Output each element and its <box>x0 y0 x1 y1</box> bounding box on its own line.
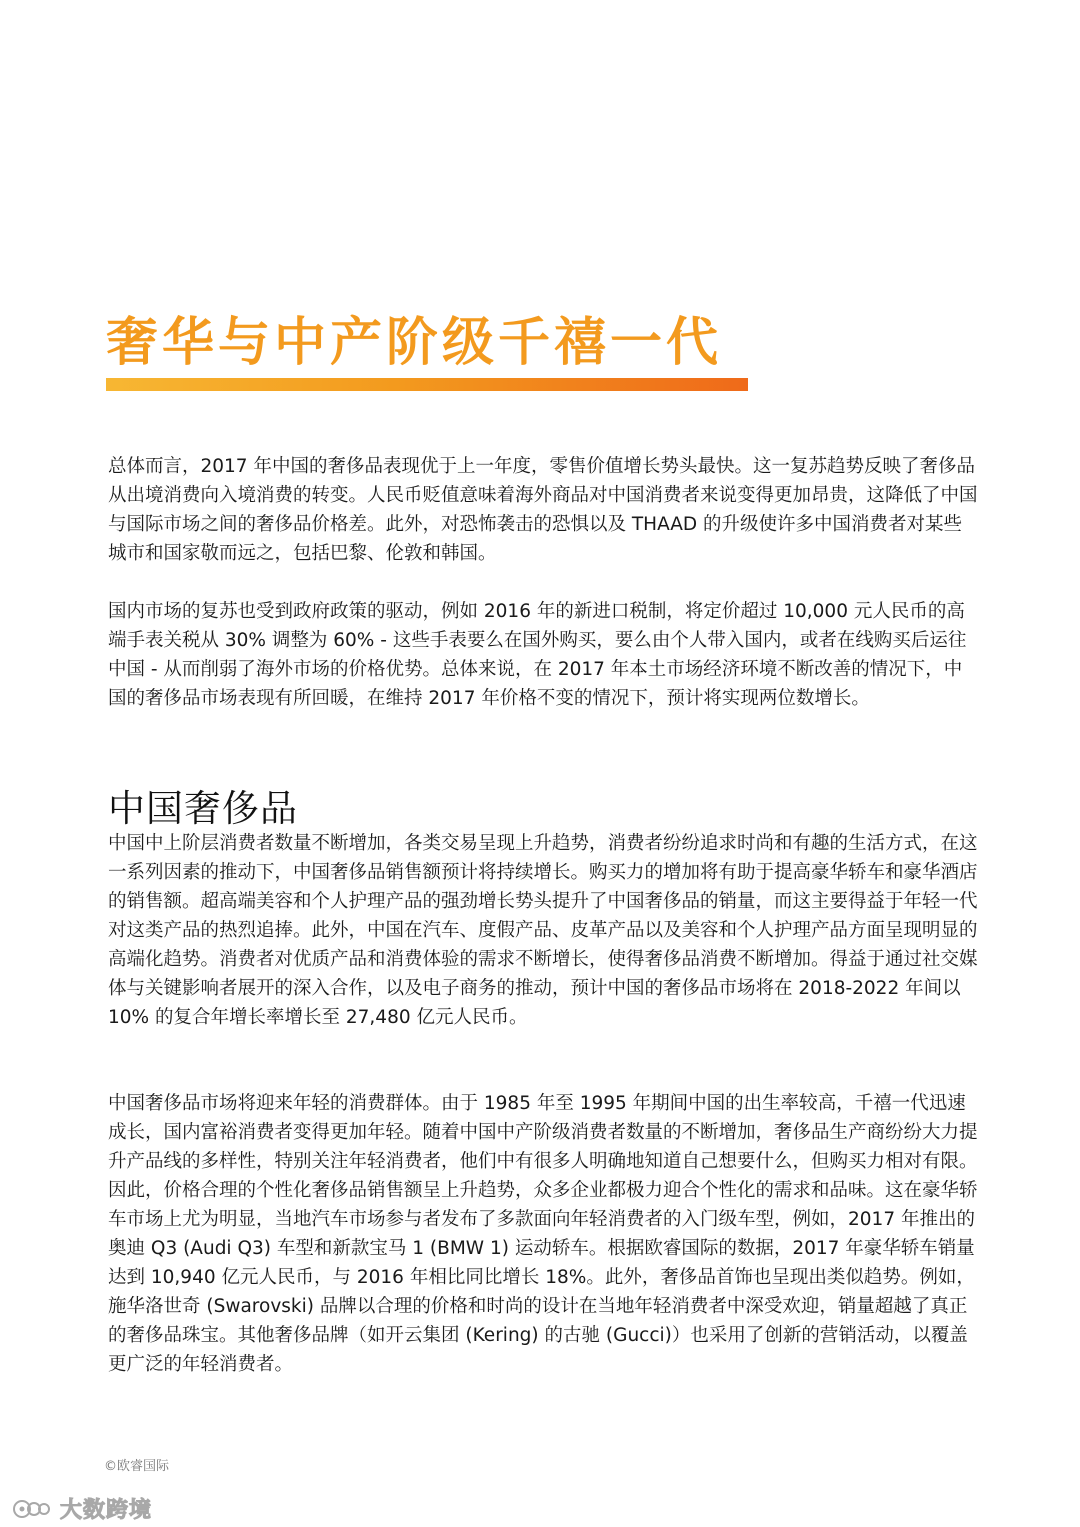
title-underline-bar <box>106 378 748 391</box>
watermark <box>12 1493 152 1524</box>
section-title: 中国奢侈品 <box>108 787 298 830</box>
page-title: 奢华与中产阶级千禧一代 <box>106 313 723 373</box>
policy-paragraph: 国内市场的复苏也受到政府政策的驱动，例如 2016 年的新进口税制，将定价超过 10,000 元人民币的高端手表关税从 30% 调整为 60% - 这些手表要么在国外购买，要么由个人带入国内，或者在线购买后运往中国 - 从而削弱了海外市场的价格优势。总体来说，在 2017 年本土市场经济环境不断改善的情况下，中国的奢侈品市场表现有所回暖，在维持 2017 年价格不变的情况下，预计将实现两位数增长。 <box>108 601 967 709</box>
copyright-notice: ©欧睿国际 <box>104 1459 170 1474</box>
luxury-growth-paragraph: 中国中上阶层消费者数量不断增加，各类交易呈现上升趋势，消费者纷纷追求时尚和有趣的生活方式，在这一系列因素的推动下，中国奢侈品销售额预计将持续增长。购买力的增加将有助于提高豪华轿车和豪华酒店的销售额。超高端美容和个人护理产品的强劲增长势头提升了中国奢侈品的销量，而这主要得益于年轻一代对这类产品的热烈追捧。此外，中国在汽车、度假产品、皮革产品以及美容和个人护理产品方面呈现明显的高端化趋势。消费者对优质产品和消费体验的需求不断增长，使得奢侈品消费不断增加。得益于通过社交媒体与关键影响者展开的深入合作，以及电子商务的推动，预计中国的奢侈品市场将在 2018-2022 年间以 10% 的复合年增长率增长至 27,480 亿元人民币。 <box>108 833 978 1028</box>
young-consumers-paragraph: 中国奢侈品市场将迎来年轻的消费群体。由于 1985 年至 1995 年期间中国的出生率较高，千禧一代迅速成长，国内富裕消费者变得更加年轻。随着中国中产阶级消费者数量的不断增加，奢侈品生产商纷纷大力提升产品线的多样性，特别关注年轻消费者，他们中有很多人明确地知道自己想要什么，但购买力相对有限。因此，价格合理的个性化奢侈品销售额呈上升趋势，众多企业都极力迎合个性化的需求和品味。这在豪华轿车市场上尤为明显，当地汽车市场参与者发布了多款面向年轻消费者的入门级车型，例如，2017 年推出的奥迪 Q3 (Audi Q3) 车型和新款宝马 1 (BMW 1) 运动轿车。根据欧睿国际的数据，2017 年豪华轿车销量达到 10,940 亿元人民币，与 2016 年相比同比增长 18%。此外，奢侈品首饰也呈现出类似趋势。例如，施华洛世奇 (Swarovski) 品牌以合理的价格和时尚的设计在当地年轻消费者中深受欢迎，销量超越了真正的奢侈品珠宝。其他奢侈品牌（如开云集团 (Kering) 的古驰 (Gucci)）也采用了创新的营销活动，以覆盖更广泛的年轻消费者。 <box>108 1093 978 1375</box>
watermark-logo-icon <box>12 1496 54 1522</box>
intro-paragraph: 总体而言，2017 年中国的奢侈品表现优于上一年度，零售价值增长势头最快。这一复苏趋势反映了奢侈品从出境消费向入境消费的转变。人民币贬值意味着海外商品对中国消费者来说变得更加昂贵，这降低了中国与国际市场之间的奢侈品价格差。此外，对恐怖袭击的恐惧以及 THAAD 的升级使许多中国消费者对某些城市和国家敬而远之，包括巴黎、伦敦和韩国。 <box>108 456 978 564</box>
watermark-text: 大数跨境 <box>60 1498 153 1523</box>
